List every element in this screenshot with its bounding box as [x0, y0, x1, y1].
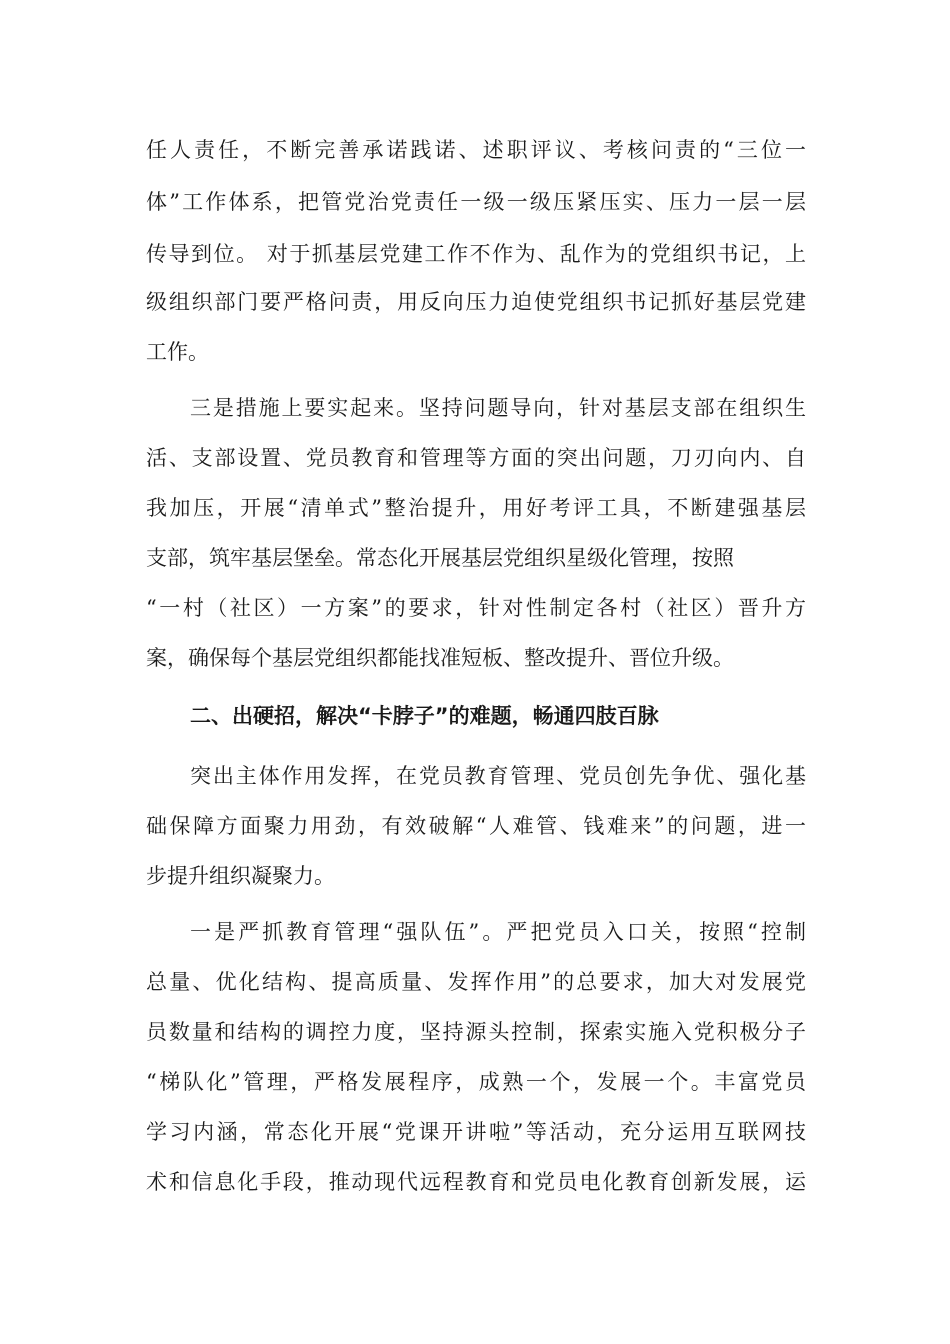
text-line: 支部，筑牢基层堡垒。常态化开展基层党组织星级化管理，按照: [146, 546, 734, 570]
text-line: 础保障方面聚力用劲，有效破解“人难管、钱难来”的问题，进一: [146, 814, 806, 838]
text-line: 学习内涵，常态化开展“党课开讲啦”等活动，充分运用互联网技: [146, 1120, 806, 1144]
text-line: 工作。: [146, 340, 209, 364]
text-line: “梯队化”管理，严格发展程序，成熟一个，发展一个。丰富党员: [146, 1070, 806, 1094]
text-line: 术和信息化手段，推动现代远程教育和党员电化教育创新发展，运: [146, 1170, 806, 1194]
text-line: 步提升组织凝聚力。: [146, 864, 335, 888]
text-line: 任人责任，不断完善承诺践诺、述职评议、考核问责的“三位一: [146, 138, 806, 162]
text-line: 体”工作体系，把管党治党责任一级一级压紧压实、压力一层一层: [146, 190, 806, 214]
text-line: 案，确保每个基层党组织都能找准短板、整改提升、晋位升级。: [146, 646, 734, 670]
paragraph-start-line: 一是严抓教育管理“强队伍”。严把党员入口关，按照“控制: [190, 920, 806, 944]
text-line: 级组织部门要严格问责，用反向压力迫使党组织书记抓好基层党建: [146, 290, 806, 314]
paragraph-start-line: 突出主体作用发挥，在党员教育管理、党员创先争优、强化基: [190, 764, 806, 788]
text-line: 总量、优化结构、提高质量、发挥作用”的总要求，加大对发展党: [146, 970, 806, 994]
text-line: 传导到位。 对于抓基层党建工作不作为、乱作为的党组织书记，上: [146, 242, 806, 266]
text-line: 活、支部设置、党员教育和管理等方面的突出问题，刀刃向内、自: [146, 446, 806, 470]
section-heading: 二、出硬招，解决“卡脖子”的难题，畅通四肢百脉: [190, 704, 659, 728]
text-line: “一村（社区）一方案”的要求，针对性制定各村（社区）晋升方: [146, 596, 806, 620]
text-line: 我加压，开展“清单式”整治提升，用好考评工具，不断建强基层: [146, 496, 806, 520]
paragraph-start-line: 三是措施上要实起来。坚持问题导向，针对基层支部在组织生: [190, 396, 806, 420]
text-line: 员数量和结构的调控力度，坚持源头控制，探索实施入党积极分子: [146, 1020, 806, 1044]
